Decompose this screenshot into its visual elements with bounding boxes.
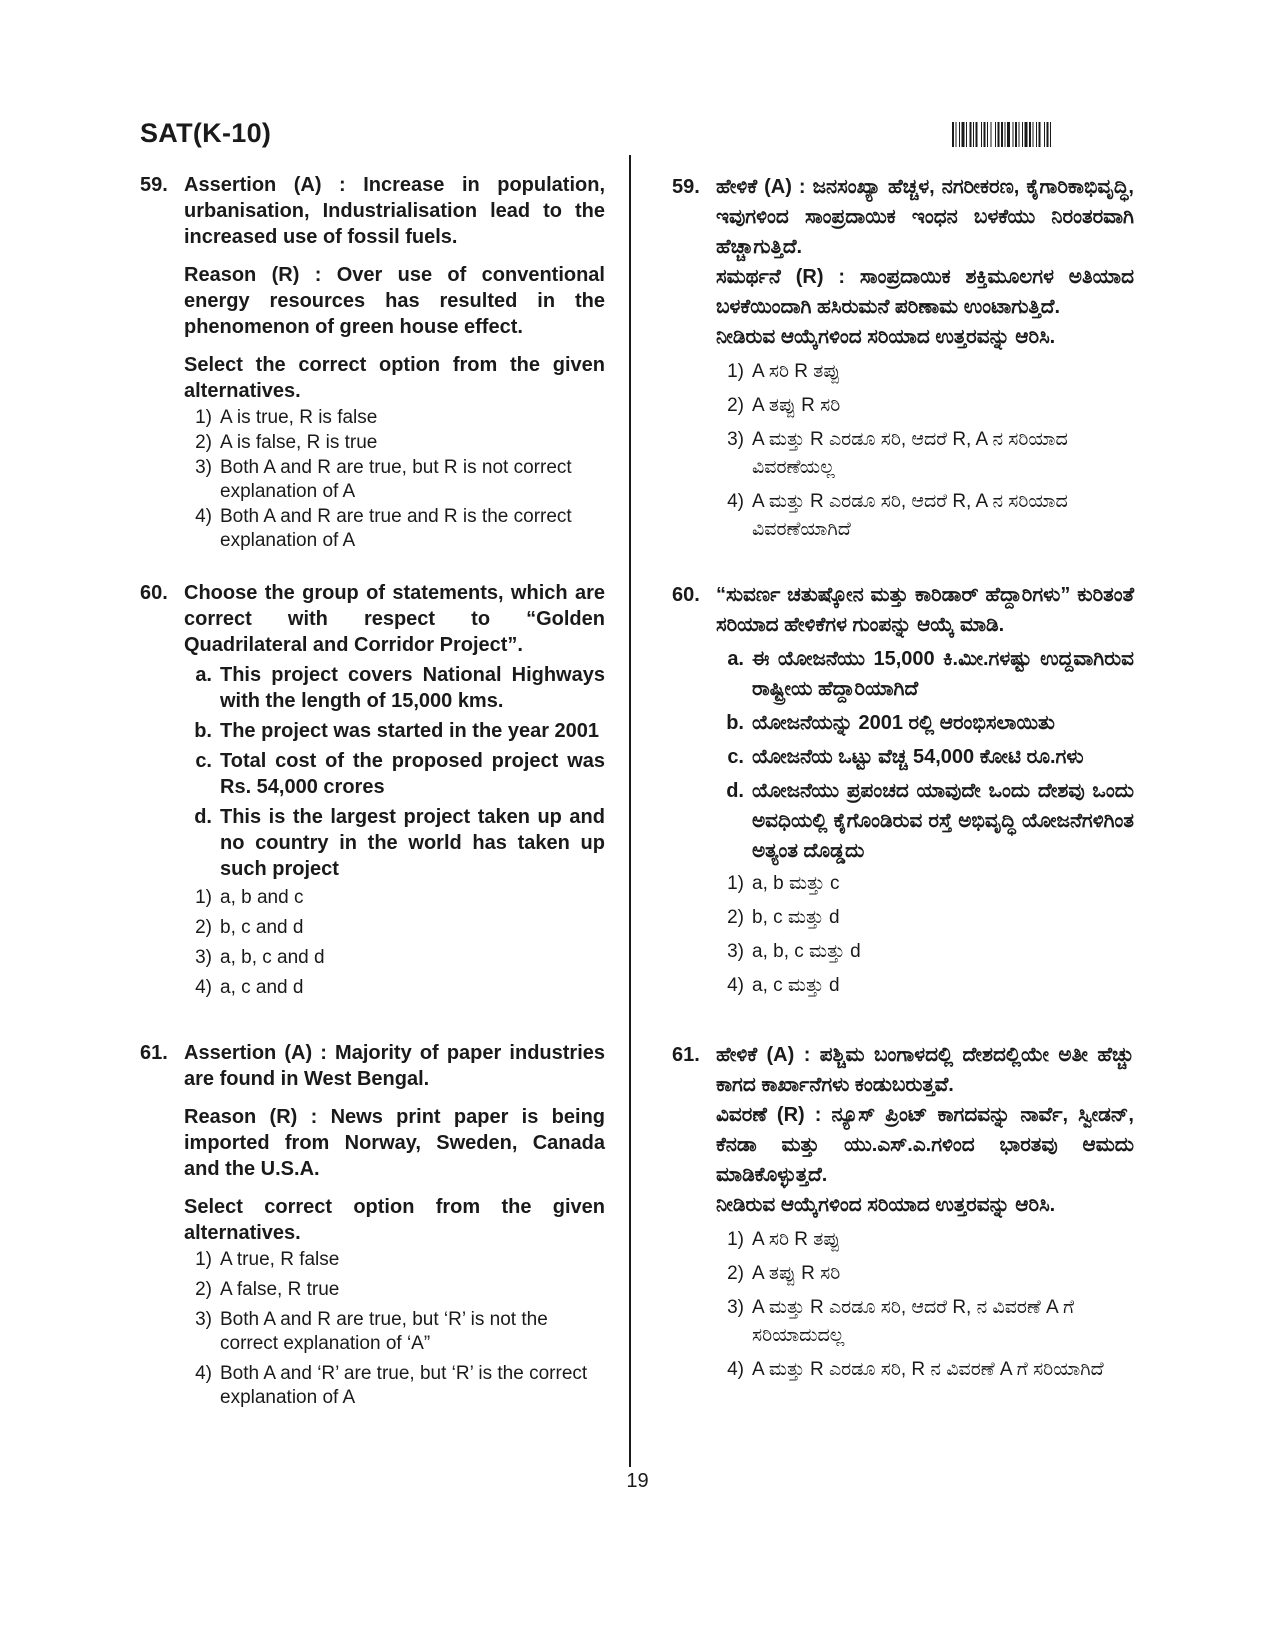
statement-list — [184, 662, 605, 882]
question-60-kn — [672, 580, 1134, 1006]
barcode-bar — [976, 122, 978, 147]
option-number: 4) — [195, 1363, 212, 1384]
statement-c — [716, 742, 1134, 772]
option-text: a, b, c and d — [220, 947, 325, 968]
option-4[interactable] — [184, 1362, 605, 1410]
option-number: 3) — [195, 947, 212, 968]
option-number: 4) — [195, 977, 212, 998]
option-2[interactable] — [716, 1260, 1134, 1288]
options-list — [716, 870, 1134, 1000]
option-text: Both A and ‘R’ are true, but ‘R’ is the correct explanation of A — [220, 1363, 588, 1408]
option-number: 1) — [195, 887, 212, 908]
reason-text: Reason (R) : News print paper is being imported from Norway, Sweden, Canada and the U.S.A. — [184, 1106, 605, 1180]
option-1[interactable] — [184, 1248, 605, 1272]
page-number: 19 — [626, 1470, 649, 1492]
option-text: A ಮತ್ತು R ಎರಡೂ ಸರಿ, ಆದರೆ R, ನ ವಿವರಣೆ A ಗೆ ಸರಿಯಾದುದಲ್ಲ — [752, 1297, 1074, 1346]
statement-letter: b. — [726, 712, 744, 734]
statement-letter: a. — [727, 648, 744, 670]
option-number: 2) — [195, 432, 212, 453]
option-2[interactable] — [184, 1278, 605, 1302]
option-number: 3) — [195, 457, 212, 478]
question-number: 59. — [140, 174, 168, 196]
option-number: 1) — [727, 873, 744, 894]
option-text: A is true, R is false — [220, 407, 378, 428]
option-number: 3) — [727, 941, 744, 962]
page-header-title: SAT(K-10) — [140, 118, 272, 148]
barcode-bar — [1047, 122, 1049, 147]
option-3[interactable] — [184, 1308, 605, 1356]
instruction-text: ನೀಡಿರುವ ಆಯ್ಕೆಗಳಿಂದ ಸರಿಯಾದ ಉತ್ತರವನ್ನು ಆರಿಸಿ. — [716, 326, 1056, 348]
option-number: 3) — [727, 1297, 744, 1318]
statement-text: This project covers National Highways with the length of 15,000 kms. — [220, 664, 605, 712]
option-text: A ತಪ್ಪು R ಸರಿ — [752, 1263, 841, 1284]
barcode-bar — [995, 122, 996, 147]
statement-b — [716, 708, 1134, 738]
option-text: b, c and d — [220, 917, 304, 938]
statement-a — [184, 662, 605, 714]
barcode-bar — [959, 122, 960, 147]
barcode-bar — [1022, 122, 1023, 147]
option-number: 1) — [195, 1249, 212, 1270]
option-3[interactable] — [716, 426, 1134, 482]
option-text: A false, R true — [220, 1279, 340, 1300]
column-divider — [629, 155, 631, 1467]
instruction-text: Select correct option from the given alternatives. — [184, 1196, 605, 1244]
barcode-bar — [1044, 122, 1045, 147]
reason-text: ವಿವರಣೆ (R) : ನ್ಯೂಸ್ ಪ್ರಿಂಟ್ ಕಾಗದವನ್ನು ನಾರ್ವೆ, ಸ್ವೀಡನ್, ಕೆನಡಾ ಮತ್ತು ಯು.ಎಸ್.ಎ.ಗಳಿಂದ ಭಾರತವು ಆಮದು ಮಾಡಿಕೊಳ್ಳುತ್ತದೆ. — [716, 1104, 1134, 1186]
reason-text: Reason (R) : Over use of conventional energy resources has resulted in the phenomenon of green house effect. — [184, 264, 605, 338]
option-text: A ಸರಿ R ತಪ್ಪು — [752, 1229, 841, 1250]
option-2[interactable] — [716, 392, 1134, 420]
question-stem: Choose the group of statements, which are correct with respect to “Golden Quadrilateral and Corridor Project”. — [184, 582, 605, 656]
options-list — [184, 406, 605, 553]
options-list — [716, 1226, 1134, 1384]
option-3[interactable] — [184, 456, 605, 504]
barcode-bar — [1007, 122, 1010, 147]
barcode-bar — [970, 122, 972, 147]
barcode-bar — [966, 122, 967, 147]
question-number: 61. — [140, 1042, 168, 1064]
barcode-bar — [991, 122, 992, 147]
assertion-text: Assertion (A) : Majority of paper industries are found in West Bengal. — [184, 1042, 605, 1090]
option-2[interactable] — [716, 904, 1134, 932]
reason-text: ಸಮರ್ಥನೆ (R) : ಸಾಂಪ್ರದಾಯಿಕ ಶಕ್ತಿಮೂಲಗಳ ಅತಿಯಾದ ಬಳಕೆಯಿಂದಾಗಿ ಹಸಿರುಮನೆ ಪರಿಣಾಮ ಉಂಟಾಗುತ್ತಿದೆ. — [716, 266, 1134, 318]
barcode-bar — [1013, 122, 1014, 147]
option-number: 4) — [195, 506, 212, 527]
barcode-icon — [952, 122, 1087, 147]
option-number: 2) — [195, 1279, 212, 1300]
option-text: a, c and d — [220, 977, 304, 998]
options-list — [184, 886, 605, 1000]
barcode-bar — [981, 122, 982, 147]
option-text: A true, R false — [220, 1249, 340, 1270]
option-1[interactable] — [184, 406, 605, 430]
barcode-bar — [1036, 122, 1037, 147]
option-number: 2) — [727, 1263, 744, 1284]
option-3[interactable] — [716, 938, 1134, 966]
statement-b — [184, 718, 605, 744]
barcode-bar — [1025, 122, 1028, 147]
option-number: 1) — [727, 1229, 744, 1250]
question-61-kn — [672, 1040, 1134, 1390]
option-number: 2) — [195, 917, 212, 938]
barcode-bar — [1019, 122, 1020, 147]
option-1[interactable] — [716, 1226, 1134, 1254]
option-number: 4) — [727, 1359, 744, 1380]
statement-list — [716, 644, 1134, 866]
option-4[interactable] — [716, 1356, 1134, 1384]
question-60-en — [140, 580, 605, 1006]
barcode-bar — [1005, 122, 1006, 147]
option-number: 4) — [727, 491, 744, 512]
option-text: b, c ಮತ್ತು d — [752, 907, 840, 928]
instruction-text: Select the correct option from the given alternatives. — [184, 354, 605, 402]
option-1[interactable] — [716, 870, 1134, 898]
option-number: 4) — [727, 975, 744, 996]
option-text: A is false, R is true — [220, 432, 378, 453]
statement-a — [716, 644, 1134, 704]
barcode-bar — [952, 122, 954, 147]
assertion-text: ಹೇಳಿಕೆ (A) : ಪಶ್ಚಿಮ ಬಂಗಾಳದಲ್ಲಿ ದೇಶದಲ್ಲಿಯೇ ಅತೀ ಹೆಚ್ಚು ಕಾಗದ ಕಾರ್ಖಾನೆಗಳು ಕಂಡುಬರುತ್ತವೆ. — [716, 1044, 1134, 1096]
statement-text: ಯೋಜನೆಯು ಪ್ರಪಂಚದ ಯಾವುದೇ ಒಂದು ದೇಶವು ಒಂದು ಅವಧಿಯಲ್ಲಿ ಕೈಗೊಂಡಿರುವ ರಸ್ತೆ ಅಭಿವೃದ್ಧಿ ಯೋಜನೆಗಳಿಗಿಂತ ಅತ್ಯಂತ ದೊಡ್ಡದು — [752, 780, 1134, 862]
statement-d — [716, 776, 1134, 866]
assertion-text: Assertion (A) : Increase in population, urbanisation, Industrialisation lead to the increased use of fossil fuels. — [184, 174, 605, 248]
question-59-kn — [672, 172, 1134, 550]
statement-text: ಯೋಜನೆಯನ್ನು 2001 ರಲ್ಲಿ ಆರಂಭಿಸಲಾಯಿತು — [752, 712, 1055, 734]
option-text: A ಮತ್ತು R ಎರಡೂ ಸರಿ, ಆದರೆ R, A ನ ಸರಿಯಾದ ವಿವರಣೆಯಾಗಿದೆ — [752, 491, 1068, 540]
statement-c — [184, 748, 605, 800]
option-1[interactable] — [716, 358, 1134, 386]
option-4[interactable] — [716, 972, 1134, 1000]
barcode-bar — [1050, 122, 1051, 147]
barcode-bar — [1001, 122, 1003, 147]
option-number: 1) — [195, 407, 212, 428]
option-number: 3) — [195, 1309, 212, 1330]
option-text: A ಮತ್ತು R ಎರಡೂ ಸರಿ, R ನ ವಿವರಣೆ A ಗೆ ಸರಿಯಾಗಿದೆ — [752, 1359, 1104, 1380]
question-59-en — [140, 172, 605, 554]
question-number: 61. — [672, 1044, 700, 1066]
barcode-bar — [984, 122, 986, 147]
question-number: 60. — [140, 582, 168, 604]
statement-letter: c. — [195, 750, 212, 772]
option-text: a, b ಮತ್ತು c — [752, 873, 840, 894]
option-text: a, b, c ಮತ್ತು d — [752, 941, 861, 962]
option-number: 3) — [727, 429, 744, 450]
question-number: 59. — [672, 176, 700, 198]
option-4[interactable] — [716, 488, 1134, 544]
barcode-bar — [998, 122, 1000, 147]
statement-letter: d. — [194, 806, 212, 828]
option-text: Both A and R are true and R is the correct explanation of A — [220, 506, 572, 551]
statement-text: ಯೋಜನೆಯ ಒಟ್ಟು ವೆಚ್ಚ 54,000 ಕೋಟಿ ರೂ.ಗಳು — [752, 746, 1084, 768]
statement-text: Total cost of the proposed project was Rs. 54,000 crores — [220, 750, 605, 798]
barcode-bar — [1015, 122, 1017, 147]
question-number: 60. — [672, 584, 700, 606]
option-1[interactable] — [184, 886, 605, 910]
option-text: A ತಪ್ಪು R ಸರಿ — [752, 395, 841, 416]
option-2[interactable] — [184, 916, 605, 940]
statement-letter: a. — [195, 664, 212, 686]
option-4[interactable] — [184, 976, 605, 1000]
option-text: a, c ಮತ್ತು d — [752, 975, 840, 996]
statement-text: This is the largest project taken up and no country in the world has taken up such project — [220, 806, 605, 880]
option-number: 2) — [727, 907, 744, 928]
statement-letter: c. — [727, 746, 744, 768]
option-number: 2) — [727, 395, 744, 416]
options-list — [184, 1248, 605, 1410]
barcode-bar — [973, 122, 974, 147]
option-text: Both A and R are true, but ‘R’ is not the correct explanation of ‘A” — [220, 1309, 548, 1354]
option-text: a, b and c — [220, 887, 304, 908]
options-list — [716, 358, 1134, 544]
option-text: A ಸರಿ R ತಪ್ಪು — [752, 361, 841, 382]
option-4[interactable] — [184, 505, 605, 553]
statement-text: The project was started in the year 2001 — [220, 720, 600, 742]
barcode-bar — [1039, 122, 1041, 147]
barcode-bar — [956, 122, 957, 147]
statement-d — [184, 804, 605, 882]
barcode-bar — [987, 122, 988, 147]
option-2[interactable] — [184, 431, 605, 455]
question-61-en — [140, 1040, 605, 1416]
option-3[interactable] — [184, 946, 605, 970]
statement-letter: b. — [194, 720, 212, 742]
barcode-bar — [962, 122, 965, 147]
statement-text: ಈ ಯೋಜನೆಯು 15,000 ಕಿ.ಮೀ.ಗಳಷ್ಟು ಉದ್ದವಾಗಿರುವ ರಾಷ್ಟ್ರೀಯ ಹೆದ್ದಾರಿಯಾಗಿದೆ — [752, 648, 1134, 700]
barcode-bar — [1033, 122, 1034, 147]
option-text: Both A and R are true, but R is not correct explanation of A — [220, 457, 572, 502]
question-stem: “ಸುವರ್ಣ ಚತುಷ್ಕೋನ ಮತ್ತು ಕಾರಿಡಾರ್ ಹೆದ್ದಾರಿಗಳು” ಕುರಿತಂತೆ ಸರಿಯಾದ ಹೇಳಿಕೆಗಳ ಗುಂಪನ್ನು ಆಯ್ಕೆ ಮಾಡಿ. — [716, 584, 1134, 636]
assertion-text: ಹೇಳಿಕೆ (A) : ಜನಸಂಖ್ಯಾ ಹೆಚ್ಚಳ, ನಗರೀಕರಣ, ಕೈಗಾರಿಕಾಭಿವೃದ್ಧಿ, ಇವುಗಳಿಂದ ಸಾಂಪ್ರದಾಯಿಕ ಇಂಧನ ಬಳಕೆಯು ನಿರಂತರವಾಗಿ ಹೆಚ್ಚಾಗುತ್ತಿದೆ. — [716, 176, 1134, 258]
option-number: 1) — [727, 361, 744, 382]
instruction-text: ನೀಡಿರುವ ಆಯ್ಕೆಗಳಿಂದ ಸರಿಯಾದ ಉತ್ತರವನ್ನು ಆರಿಸಿ. — [716, 1194, 1056, 1216]
barcode-bar — [1029, 122, 1031, 147]
option-text: A ಮತ್ತು R ಎರಡೂ ಸರಿ, ಆದರೆ R, A ನ ಸರಿಯಾದ ವಿವರಣೆಯಲ್ಲ — [752, 429, 1068, 478]
option-3[interactable] — [716, 1294, 1134, 1350]
statement-letter: d. — [726, 780, 744, 802]
